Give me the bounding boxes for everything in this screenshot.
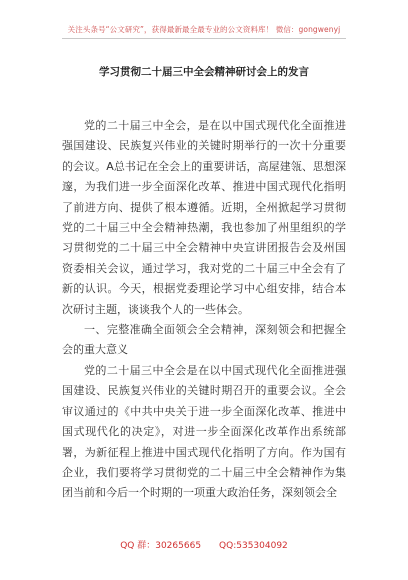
section-heading-1: 一、完整准确全面领会全会精神，深刻领会和把握全会的重大意义 [62,323,346,357]
header-divider [62,38,346,39]
paragraph-intro: 党的二十届三中全会，是在以中国式现代化全面推进强国建设、民族复兴伟业的关键时期举行的一次十分重要的会议。A总书记在全会上的重要讲话，高屋建瓴、思想深邃，为我们进一步全面深化改革、推进中国式现代化指明了前进方向、提供了根本遵循。近期，全州掀起学习贯彻党的二十届三中全会精神热潮，我也参加了州里组织的学习贯彻党的二十届三中全会精神中央宣讲团报告会及州国资委相关会议，通过学习，我对党的二十届三中全会有了新的认识。今天，根据党委理论学习中心组安排，结合本次研讨主题，谈谈我个人的一些体会。 [62,119,346,316]
document-title: 学习贯彻二十届三中全会精神研讨会上的发言 [99,66,309,78]
footer-qq-group: QQ 群：30265665 [120,541,202,551]
document-body [62,116,346,504]
footer-contact [0,538,408,551]
header-banner: 关注头条号“公文研究”，获得最新最全最专业的公文资料库！ 微信：gongwenyj [67,25,341,34]
paragraph-section-1: 党的二十届三中全会是在以中国式现代化全面推进强国建设、民族复兴伟业的关键时期召开的重要会议。全会审议通过的《中共中央关于进一步全面深化改革、推进中国式现代化的决定》，对进一步全面深化改革作出系统部署，为新征程上推进中国式现代化指明了方向。作为国有企业，我们要将学习贯彻党的二十届三中全会精神作为集团当前和今后一个时期的一项重大政治任务，深刻领会全 [62,363,346,500]
footer-qq: QQ:535304092 [219,541,288,551]
